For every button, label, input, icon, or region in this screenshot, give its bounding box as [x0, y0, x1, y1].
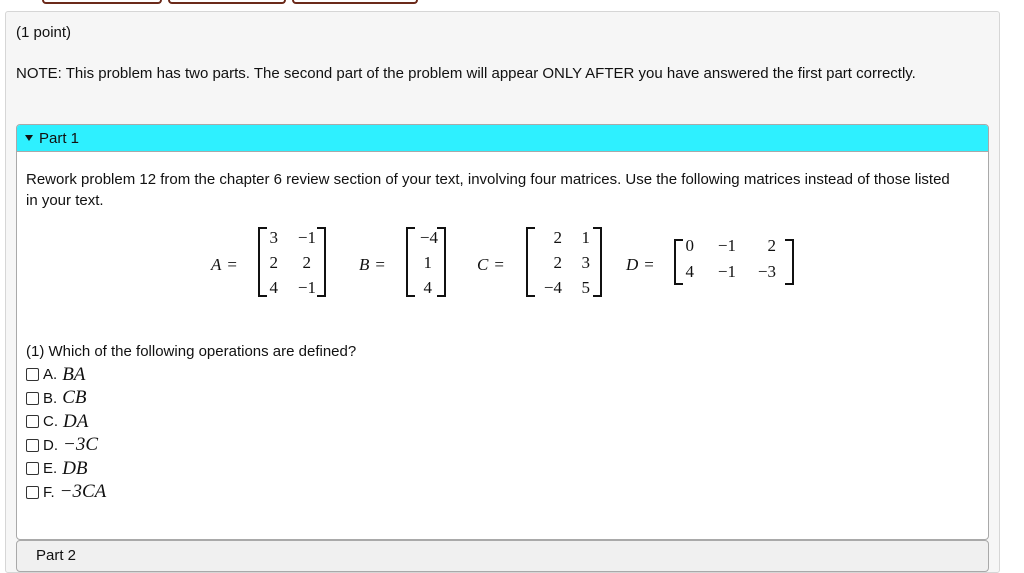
matrix-a-cell: −1 [297, 228, 316, 247]
matrix-a-cell: 3 [269, 228, 278, 247]
matrix-b-cell: −4 [419, 228, 438, 247]
matrix-d-cell: 4 [685, 262, 694, 281]
part2-title: Part 2 [36, 547, 77, 564]
top-tab-3[interactable] [292, 0, 418, 4]
matrices-row [17, 219, 988, 309]
option-d-checkbox[interactable] [26, 439, 39, 452]
part1-title: Part 1 [39, 129, 80, 147]
option-letter: D. [43, 436, 58, 454]
matrix-c-label: C = [477, 255, 504, 274]
option-f[interactable] [26, 481, 106, 505]
option-expression: −3CA [59, 481, 107, 503]
option-expression: BA [62, 363, 86, 385]
matrix-b-cell: 1 [423, 253, 432, 272]
option-e-checkbox[interactable] [26, 462, 39, 475]
option-letter: C. [43, 413, 58, 431]
matrix-a-cell: 4 [269, 278, 278, 297]
problem-note: NOTE: This problem has two parts. The second part of the problem will appear ONLY AFTER you have answered the first part correctly. [16, 65, 916, 82]
option-letter: A. [43, 366, 58, 384]
option-expression: CB [62, 387, 87, 409]
option-a[interactable] [26, 363, 106, 387]
question-text: (1) Which of the following operations are defined? [26, 343, 357, 360]
option-expression: DA [63, 410, 89, 432]
options-list [26, 363, 106, 504]
matrix-d-cell: −1 [717, 236, 736, 255]
matrix-c-cell: 2 [553, 228, 562, 247]
matrix-a-cell: 2 [269, 253, 278, 272]
top-tab-1[interactable] [42, 0, 162, 4]
problem-text: Rework problem 12 from the chapter 6 review section of your text, involving four matrices. Use the following matrices instead of those listed in your text. [26, 171, 950, 209]
caret-down-icon [25, 135, 33, 141]
part1-panel [16, 124, 989, 540]
option-letter: F. [43, 483, 55, 501]
option-e[interactable] [26, 457, 106, 481]
matrix-a-cell: −1 [297, 278, 316, 297]
matrix-d [674, 236, 794, 285]
matrix-a-cell: 2 [302, 253, 311, 272]
option-b-checkbox[interactable] [26, 392, 39, 405]
matrix-a [258, 227, 326, 297]
option-b[interactable] [26, 387, 106, 411]
matrix-d-cell: −1 [717, 262, 736, 281]
option-c-checkbox[interactable] [26, 415, 39, 428]
matrix-c-cell: 2 [553, 253, 562, 272]
option-letter: B. [43, 389, 58, 407]
matrix-d-label: D = [626, 255, 654, 274]
matrix-b-cell: 4 [423, 278, 432, 297]
matrix-c-cell: 5 [581, 278, 590, 297]
matrix-c [526, 227, 602, 297]
option-d[interactable] [26, 434, 106, 458]
matrix-c-cell: −4 [543, 278, 562, 297]
part2-header[interactable] [16, 540, 989, 572]
matrix-b [406, 227, 446, 297]
point-value: (1 point) [16, 24, 72, 41]
top-tab-bar [0, 0, 1024, 4]
matrix-d-cell: −3 [757, 262, 776, 281]
matrix-b-label: B = [359, 255, 385, 274]
option-f-checkbox[interactable] [26, 486, 39, 499]
top-tab-2[interactable] [168, 0, 286, 4]
matrix-d-cell: 2 [767, 236, 776, 255]
option-letter: E. [43, 460, 58, 478]
option-expression: DB [62, 457, 88, 479]
option-expression: −3C [63, 434, 98, 456]
matrix-c-cell: 3 [581, 253, 590, 272]
matrix-d-cell: 0 [685, 236, 694, 255]
option-c[interactable] [26, 410, 106, 434]
option-a-checkbox[interactable] [26, 368, 39, 381]
part1-header[interactable] [17, 125, 988, 152]
matrix-a-label: A = [211, 255, 237, 274]
matrix-c-cell: 1 [581, 228, 590, 247]
